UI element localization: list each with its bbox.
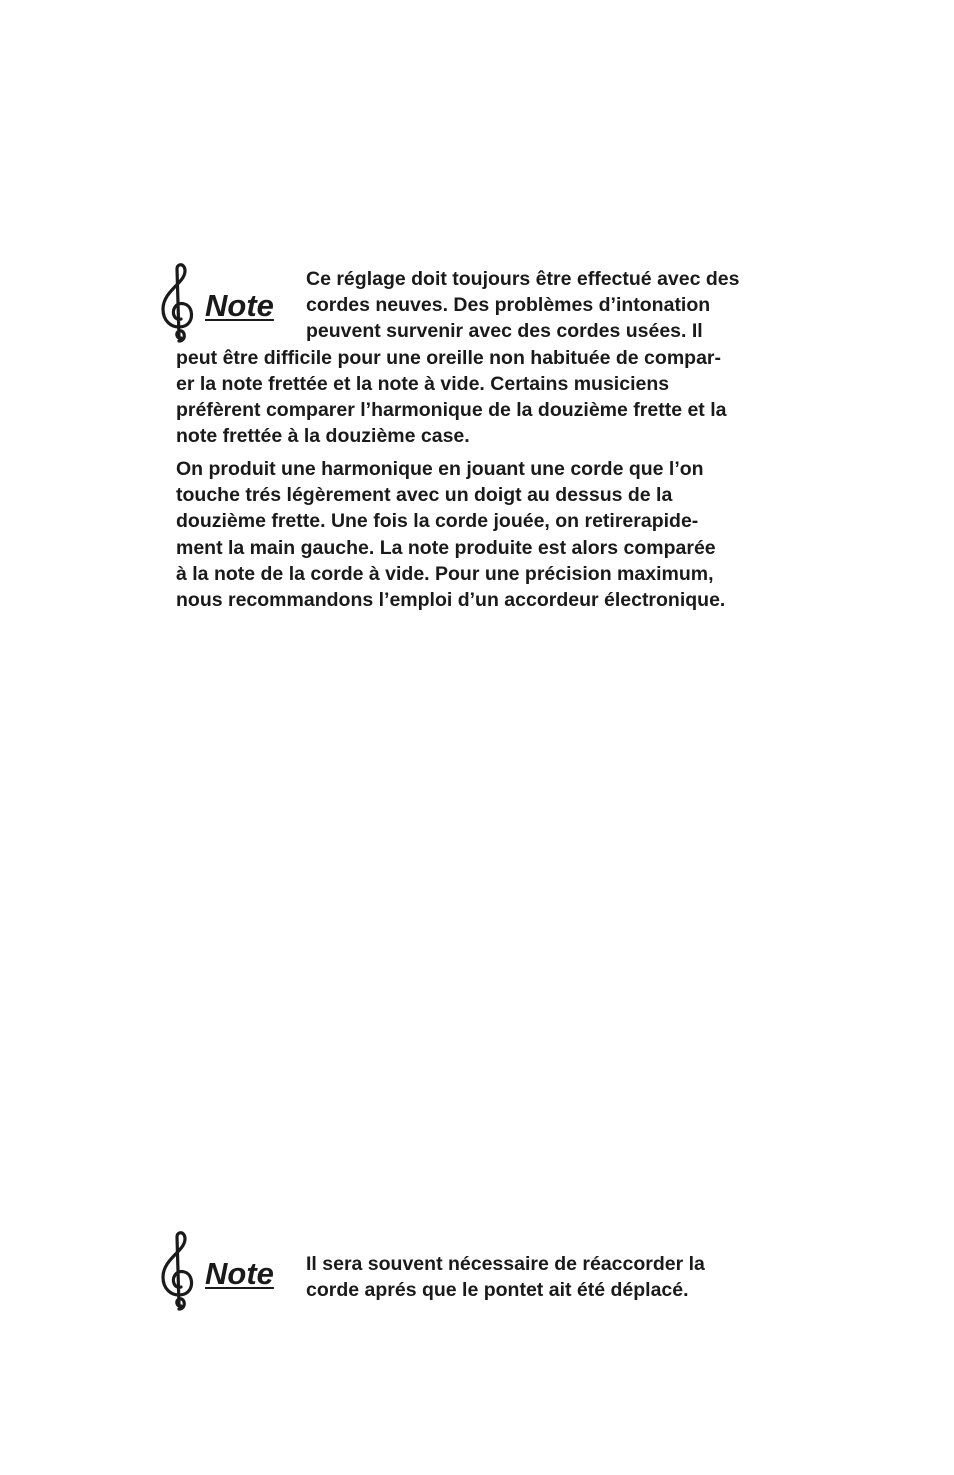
text-line: touche trés légèrement avec un doigt au dessus de la (176, 484, 673, 507)
note-2-text (306, 1251, 705, 1303)
note-label: Note (205, 288, 274, 323)
treble-clef-icon (157, 261, 197, 345)
text-line: douzième frette. Une fois la corde jouée, on retirerapide- (176, 510, 699, 533)
text-line: préfèrent comparer l’harmonique de la douzième frette et la (176, 399, 727, 421)
text-line: peuvent survenir avec des cordes usées. Il (306, 320, 703, 343)
text-line: corde aprés que le pontet ait été déplacé. (306, 1279, 689, 1302)
text-line: à la note de la corde à vide. Pour une précision maximum, (176, 562, 714, 585)
text-line: Ce réglage doit toujours être effectué avec des (306, 268, 740, 290)
text-line: note frettée à la douzième case. (176, 425, 470, 448)
text-line: cordes neuves. Des problèmes d’intonation (306, 294, 711, 317)
note-label: Note (205, 1256, 274, 1291)
text-line: er la note frettée et la note à vide. Certains musiciens (176, 372, 670, 395)
treble-clef-icon (157, 1229, 197, 1313)
text-line: peut être difficile pour une oreille non habituée de compar- (176, 346, 721, 369)
note-1-head-text (306, 266, 739, 345)
text-line: nous recommandons l’emploi d’un accordeur électronique. (176, 589, 726, 612)
text-line: ment la main gauche. La note produite est alors comparée (176, 536, 716, 559)
note-1-body-text (176, 345, 726, 450)
text-line: On produit une harmonique en jouant une corde que l’on (176, 458, 704, 480)
paragraph-harmonic (176, 456, 725, 613)
text-line: Il sera souvent nécessaire de réaccorder la (306, 1253, 705, 1275)
